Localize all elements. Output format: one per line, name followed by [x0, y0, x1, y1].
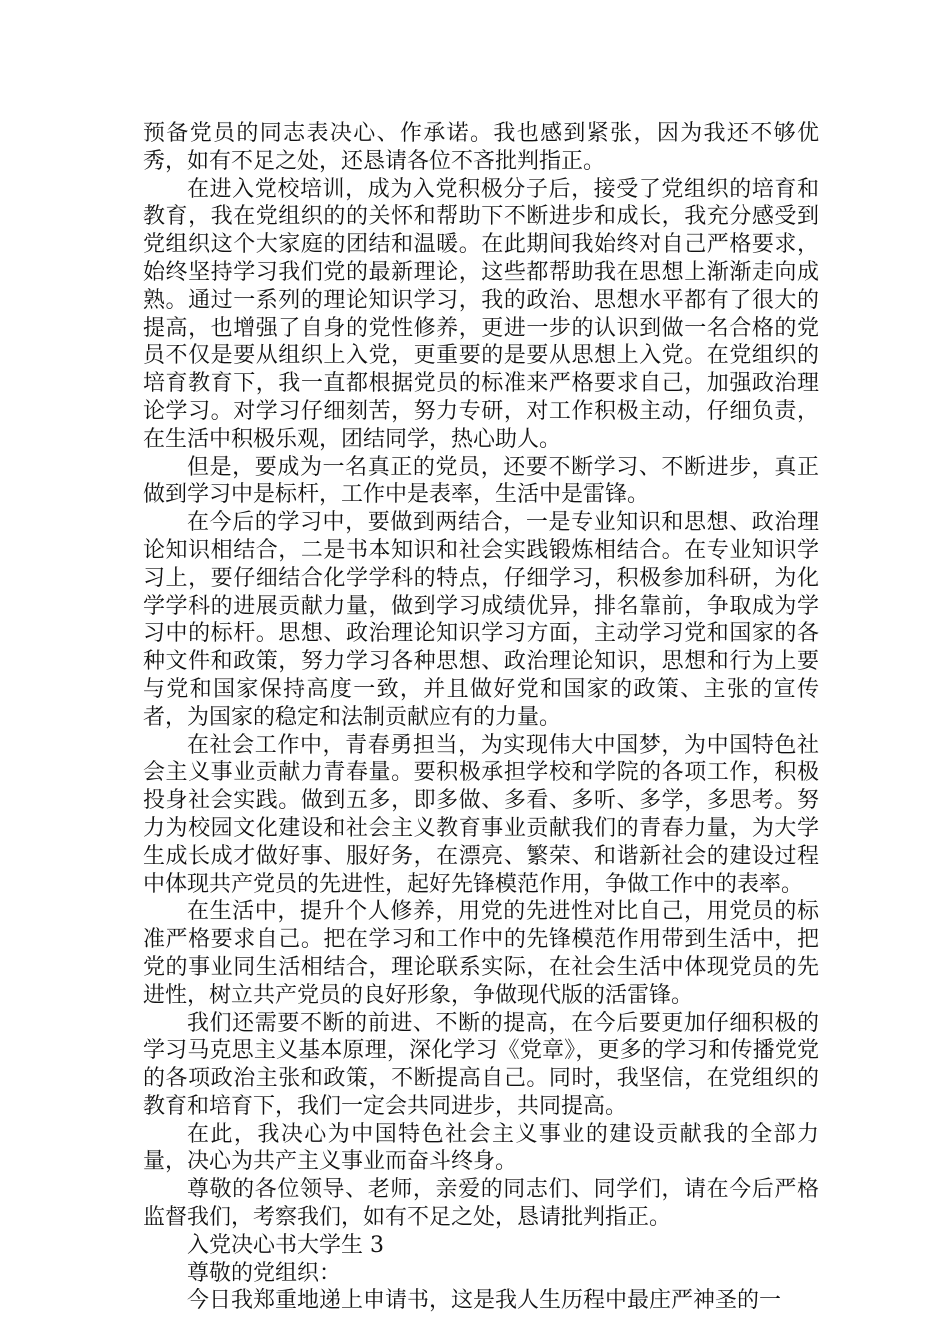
paragraph-1: 预备党员的同志表决心、作承诺。我也感到紧张，因为我还不够优秀，如有不足之处，还恳请各位不吝批判指正。 — [143, 121, 819, 174]
paragraph-3: 但是，要成为一名真正的党员，还要不断学习、不断进步，真正做到学习中是标杆，工作中是表率，生活中是雷锋。 — [143, 454, 819, 508]
paragraph-9: 尊敬的各位领导、老师，亲爱的同志们、同学们，请在今后严格监督我们，考察我们，如有不足之处，恳请批判指正。 — [143, 1177, 819, 1231]
paragraph-12: 今日我郑重地递上申请书，这是我人生历程中最庄严神圣的一 — [187, 1288, 782, 1314]
paragraph-6: 在生活中，提升个人修养，用党的先进性对比自己，用党员的标准严格要求自己。把在学习和工作中的先锋模范作用带到生活中，把党的事业同生活相结合，理论联系实际，在社会生活中体现党员的先进性，树立共产党员的良好形象，争做现代版的活雷锋。 — [143, 899, 819, 1008]
paragraph-8: 在此，我决心为中国特色社会主义事业的建设贡献我的全部力量，决心为共产主义事业而奋斗终身。 — [143, 1121, 819, 1175]
salutation: 尊敬的党组织： — [187, 1260, 342, 1286]
paragraph-4: 在今后的学习中，要做到两结合，一是专业知识和思想、政治理论知识相结合，二是书本知识和社会实践锻炼相结合。在专业知识学习上，要仔细结合化学学科的特点，仔细学习，积极参加科研，为化学学科的进展贡献力量，做到学习成绩优异，排名靠前，争取成为学习中的标杆。思想、政治理论知识学习方面，主动学习党和国家的各种文件和政策，努力学习各种思想、政治理论知识，思想和行为上要与党和国家保持高度一致，并且做好党和国家的政策、主张的宣传者，为国家的稳定和法制贡献应有的力量。 — [143, 510, 819, 730]
paragraph-5: 在社会工作中，青春勇担当，为实现伟大中国梦，为中国特色社会主义事业贡献力青春量。要积极承担学校和学院的各项工作，积极投身社会实践。做到五多，即多做、多看、多听、多学，多思考。努力为校园文化建设和社会主义教育事业贡献我们的青春力量，为大学生成长成才做好事、服好务，在漂亮、繁荣、和谐新社会的建设过程中体现共产党员的先进性，起好先锋模范作用，争做工作中的表率。 — [143, 732, 819, 897]
section-heading: 入党决心书大学生 3 — [187, 1232, 384, 1258]
document-body — [143, 120, 819, 1315]
paragraph-7: 我们还需要不断的前进、不断的提高，在今后要更加仔细积极的学习马克思主义基本原理，深化学习《党章》，更多的学习和传播党党的各项政治主张和政策，不断提高自己。同时，我坚信，在党组织的教育和培育下，我们一定会共同进步，共同提高。 — [143, 1010, 819, 1119]
paragraph-2: 在进入党校培训，成为入党积极分子后，接受了党组织的培育和教育，我在党组织的的关怀和帮助下不断进步和成长，我充分感受到党组织这个大家庭的团结和温暖。在此期间我始终对自己严格要求，始终坚持学习我们党的最新理论，这些都帮助我在思想上渐渐走向成熟。通过一系列的理论知识学习，我的政治、思想水平都有了很大的提高，也增强了自身的党性修养，更进一步的认识到做一名合格的党员不仅是要从组织上入党，更重要的是要从思想上入党。在党组织的培育教育下，我一直都根据党员的标准来严格要求自己，加强政治理论学习。对学习仔细刻苦，努力专研，对工作积极主动，仔细负责，在生活中积极乐观，团结同学，热心助人。 — [143, 176, 819, 452]
